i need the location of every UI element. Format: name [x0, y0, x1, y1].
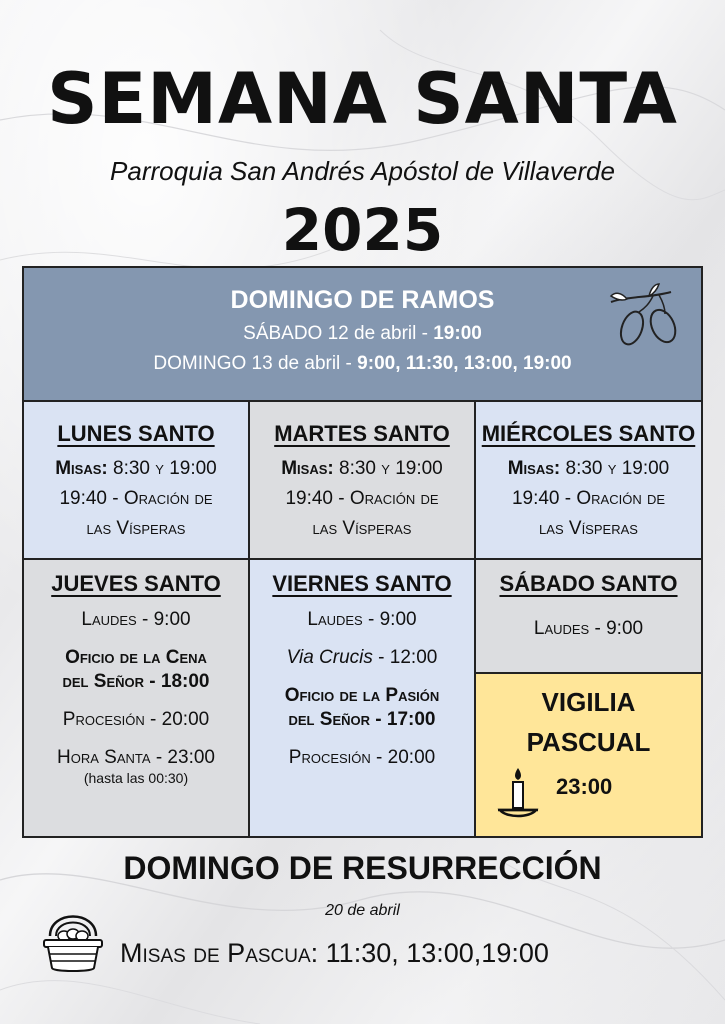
- lunes-title: LUNES SANTO: [57, 421, 215, 446]
- jueves-oficio: Oficio de la Cena del Señor - 18:00: [62, 647, 210, 692]
- viernes-laudes: Laudes - 9:00: [307, 609, 417, 630]
- jueves-santo-cell: [24, 560, 250, 836]
- viernes-via-crucis: Via Crucis - 12:00: [286, 647, 438, 668]
- vigilia-time: 23:00: [556, 774, 613, 799]
- martes-santo-cell: [250, 402, 476, 560]
- jueves-title: JUEVES SANTO: [51, 571, 221, 596]
- sabado-laudes: Laudes - 9:00: [533, 618, 644, 639]
- martes-oracion: 19:40 - Oración de: [285, 488, 439, 509]
- candle-icon: [496, 766, 540, 820]
- vigilia-pascual-cell: [476, 674, 701, 836]
- sabado-column: [476, 560, 701, 836]
- year: 2025: [281, 196, 444, 264]
- lunes-misas: Misas: 8:30 y 19:00: [55, 458, 217, 479]
- page-title: SEMANA SANTA: [47, 58, 678, 140]
- resurreccion-date: 20 de abril: [325, 902, 400, 919]
- domingo-de-ramos-section: [24, 268, 701, 402]
- vigilia-title: VIGILIA PASCUAL: [526, 687, 651, 757]
- jueves-procesion: Procesión - 20:00: [62, 709, 210, 730]
- olive-branch-icon: [609, 282, 679, 362]
- sabado-title: SÁBADO SANTO: [499, 571, 678, 596]
- miercoles-misas: Misas: 8:30 y 19:00: [507, 458, 670, 479]
- ramos-domingo-line: DOMINGO 13 de abril - 9:00, 11:30, 13:00, 19:00: [153, 353, 572, 374]
- jueves-hasta: (hasta las 00:30): [83, 770, 189, 786]
- viernes-title: VIERNES SANTO: [272, 571, 452, 596]
- schedule-grid: [22, 266, 703, 838]
- jueves-laudes: Laudes - 9:00: [81, 609, 191, 630]
- lunes-santo-cell: [24, 402, 250, 560]
- ramos-sabado-line: SÁBADO 12 de abril - 19:00: [243, 323, 482, 344]
- resurreccion-title: DOMINGO DE RESURRECCIÓN: [123, 850, 602, 886]
- miercoles-title: MIÉRCOLES SANTO: [481, 421, 696, 446]
- sabado-santo-cell: [476, 560, 701, 674]
- martes-visperas: las Vísperas: [312, 518, 412, 539]
- misas-de-pascua: Misas de Pascua: 11:30, 13:00,19:00: [120, 938, 549, 968]
- lunes-oracion: 19:40 - Oración de: [59, 488, 213, 509]
- viernes-procesion: Procesión - 20:00: [288, 747, 436, 768]
- parish-name: Parroquia San Andrés Apóstol de Villaverde: [110, 156, 615, 186]
- basket-icon: [42, 904, 104, 976]
- ramos-title: DOMINGO DE RAMOS: [230, 286, 495, 314]
- miercoles-santo-cell: [476, 402, 701, 560]
- lunes-visperas: las Vísperas: [86, 518, 186, 539]
- martes-title: MARTES SANTO: [274, 421, 450, 446]
- viernes-santo-cell: [250, 560, 476, 836]
- martes-misas: Misas: 8:30 y 19:00: [281, 458, 443, 479]
- miercoles-oracion: 19:40 - Oración de: [511, 488, 666, 509]
- miercoles-visperas: las Vísperas: [539, 518, 638, 539]
- jueves-hora-santa: Hora Santa - 23:00: [57, 747, 215, 768]
- viernes-oficio: Oficio de la Pasión del Señor - 17:00: [284, 685, 440, 730]
